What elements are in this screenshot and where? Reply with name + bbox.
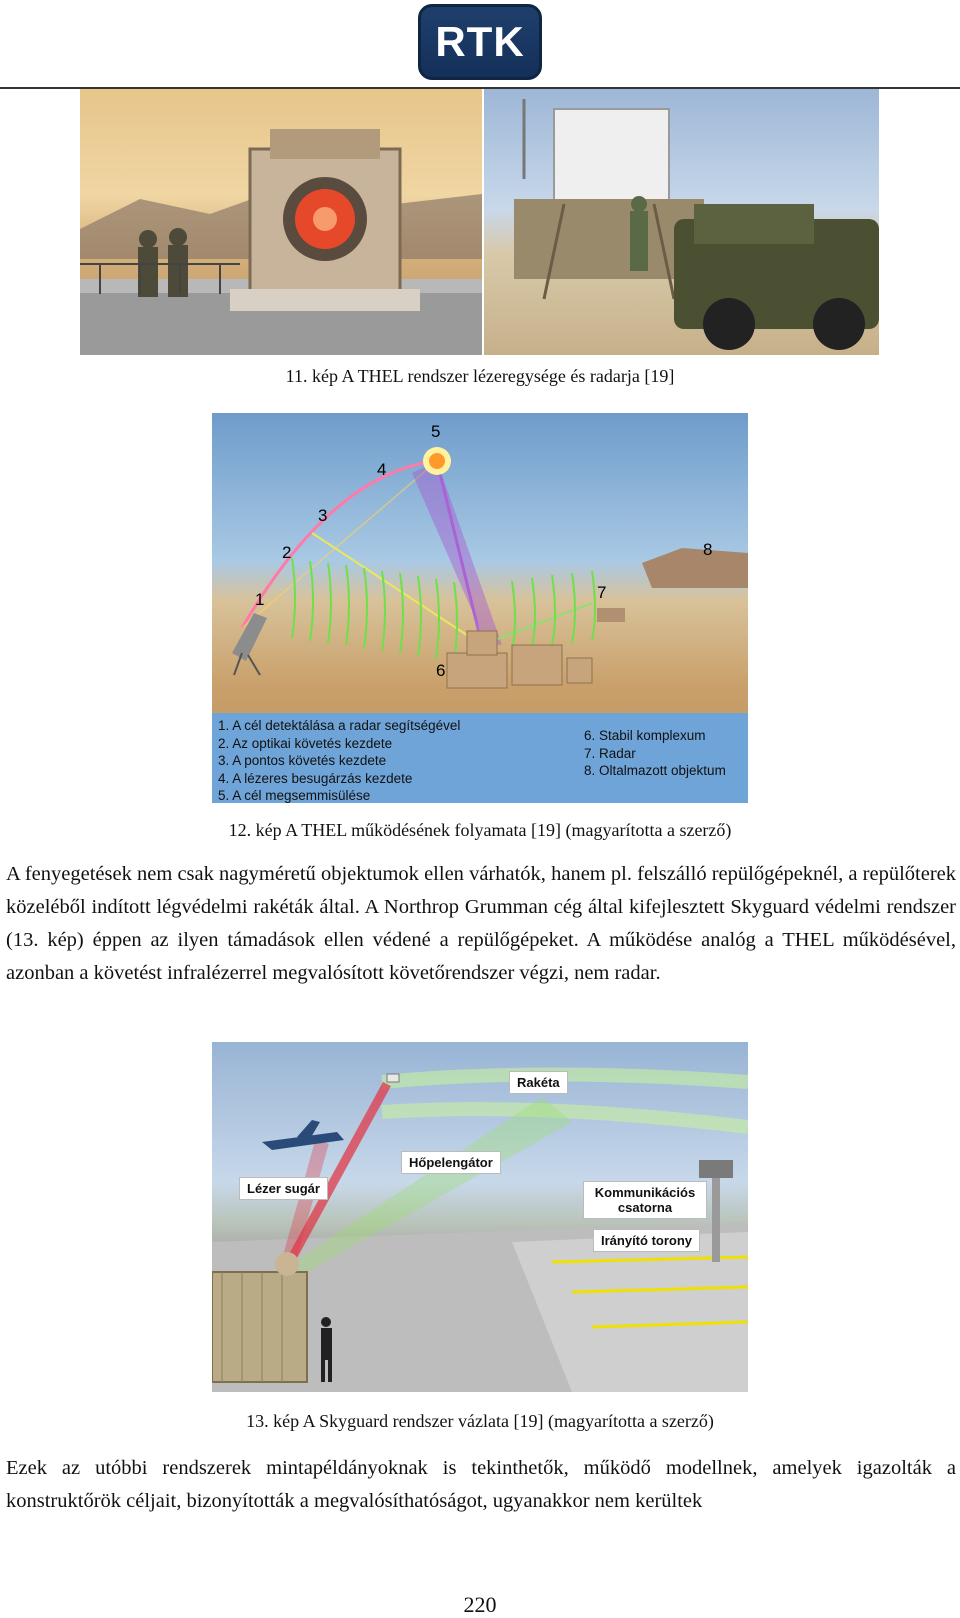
legend-item-2: 2. Az optikai követés kezdete <box>218 735 393 751</box>
marker-3: 3 <box>318 506 328 525</box>
skyguard-diagram <box>212 1042 748 1392</box>
body-paragraph-1: A fenyegetések nem csak nagyméretű objektumok ellen várhatók, hanem pl. felszálló repülőgépeknél, a repülőterek közeléből indított légvédelmi rakéták által. A Northrop Grumman cég által kifejlesztett Skyguard védelmi rendszer (13. kép) éppen az ilyen támadások ellen védené a repülőgépeket. A működése analóg a THEL működésével, azonban a követést infralézerrel megvalósított követőrendszer végzi, nem radar. <box>6 863 956 984</box>
legend-item-1: 1. A cél detektálása a radar segítségével <box>218 718 461 733</box>
legend-item-3: 3. A pontos követés kezdete <box>218 753 387 768</box>
figure13-caption: 13. kép A Skyguard rendszer vázlata [19] (magyarította a szerző) <box>246 1411 714 1431</box>
legend-item-6: 6. Stabil komplexum <box>584 728 706 743</box>
body-paragraph-2: Ezek az utóbbi rendszerek mintapéldányoknak is tekinthetők, működő modellnek, amelyek igazolták a konstruktőrök céljait, bizonyították a megvalósíthatóságot, ugyanakkor nem kerültek <box>6 1457 956 1512</box>
thel-laser-unit-photo <box>80 89 482 355</box>
rtk-logo <box>418 4 542 80</box>
page-number: 220 <box>463 1592 497 1617</box>
marker-1: 1 <box>255 590 265 609</box>
label-hopelengator: Hőpelengátor <box>402 1152 500 1173</box>
marker-4: 4 <box>377 460 387 479</box>
thel-radar-photo <box>484 89 879 355</box>
label-kommunikacios-csatorna: Kommunikációs csatorna <box>584 1182 706 1218</box>
legend-item-8: 8. Oltalmazott objektum <box>584 763 726 778</box>
label-raketa: Rakéta <box>510 1072 567 1093</box>
diagram-legend <box>212 713 748 803</box>
marker-5: 5 <box>431 422 441 441</box>
marker-8: 8 <box>703 540 713 559</box>
legend-item-4: 4. A lézeres besugárzás kezdete <box>218 770 413 786</box>
marker-7: 7 <box>597 583 607 602</box>
thel-process-diagram <box>212 413 748 803</box>
figure12-caption: 12. kép A THEL működésének folyamata [19] (magyarította a szerző) <box>228 820 732 840</box>
label-iranyito-torony: Irányító torony <box>594 1230 699 1251</box>
marker-2: 2 <box>282 543 292 562</box>
label-lezer-sugar: Lézer sugár <box>240 1178 327 1199</box>
marker-6: 6 <box>436 661 446 680</box>
figure11-caption: 11. kép A THEL rendszer lézeregysége és radarja [19] <box>285 366 675 386</box>
legend-item-5: 5. A cél megsemmisülése <box>218 788 371 803</box>
logo-text: RTK <box>435 18 525 65</box>
legend-item-7: 7. Radar <box>584 745 636 761</box>
